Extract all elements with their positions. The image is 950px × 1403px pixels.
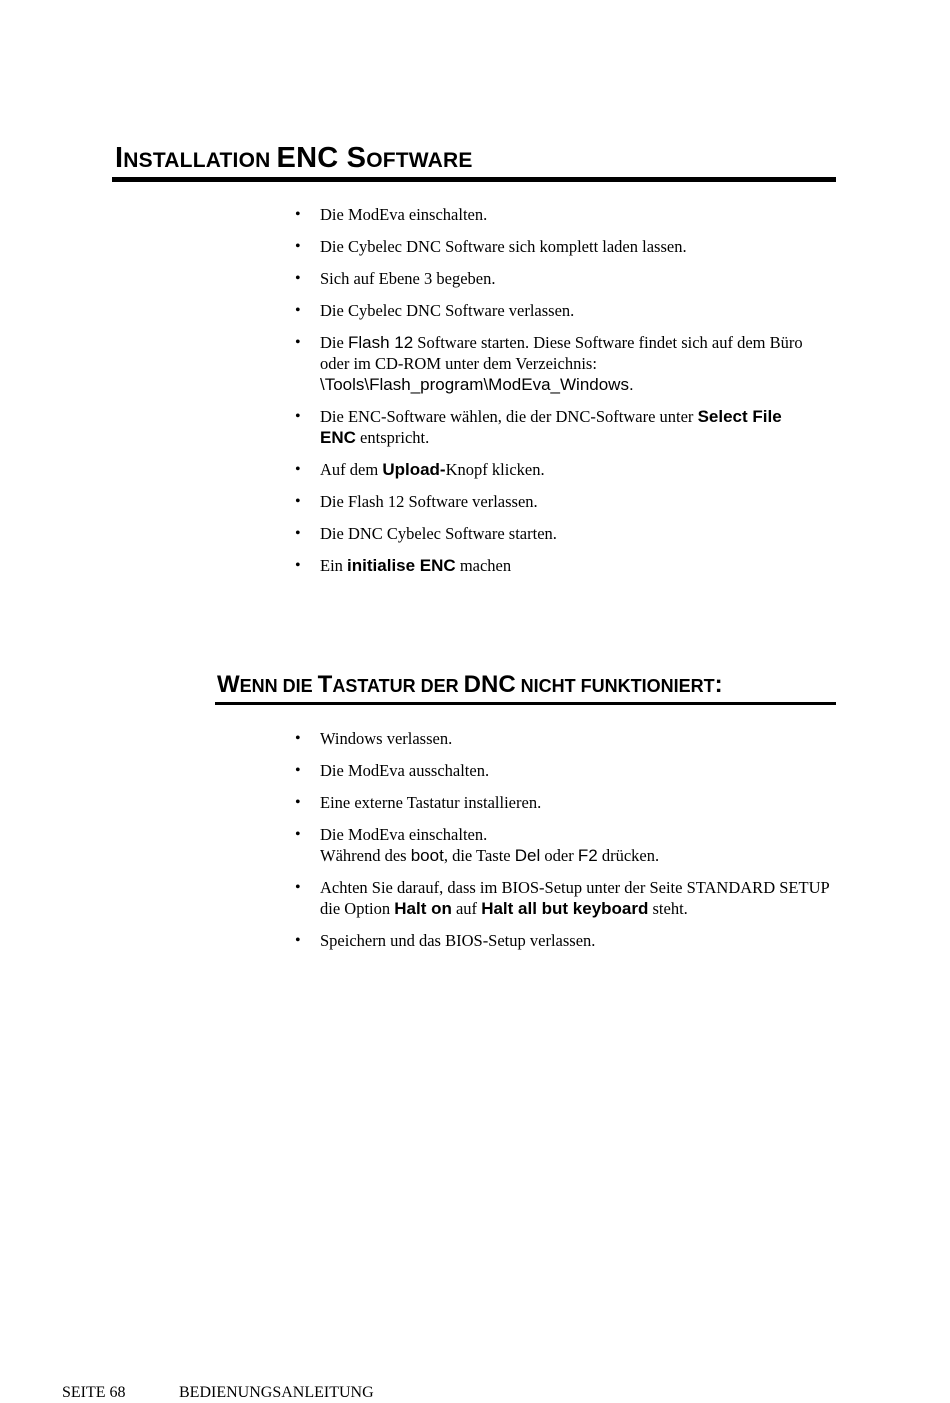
list-item: • Die ModEva einschalten. Während des boot, die Taste Del oder F2 drücken. — [295, 825, 660, 865]
installation-steps-list — [295, 204, 830, 587]
footer-document-title: BEDIENUNGSANLEITUNG — [179, 1384, 374, 1401]
list-item: • Die Cybelec DNC Software sich komplett laden lassen. — [295, 237, 687, 256]
list-item: • Die DNC Cybelec Software starten. — [295, 524, 557, 543]
list-item: • Ein initialise ENC machen — [295, 556, 512, 575]
subtitle-rule — [215, 702, 836, 705]
list-item: • Speichern und das BIOS-Setup verlassen. — [295, 931, 596, 950]
list-item: • Auf dem Upload-Knopf klicken. — [295, 460, 545, 479]
list-item: • Die ENC-Software wählen, die der DNC-Software unter Select File ENC entspricht. — [295, 407, 782, 447]
list-item: • Sich auf Ebene 3 begeben. — [295, 269, 496, 288]
section-title-keyboard: WENN DIE TASTATUR DER DNC NICHT FUNKTIONIERT: — [217, 671, 723, 698]
list-item: • Windows verlassen. — [295, 729, 453, 748]
keyboard-steps-list — [295, 728, 830, 962]
list-item: • Die Flash 12 Software verlassen. — [295, 492, 538, 511]
footer-page-number: SEITE 68 — [62, 1384, 126, 1401]
section-title-installation: INSTALLATION ENC SOFTWARE — [115, 142, 473, 174]
list-item: • Eine externe Tastatur installieren. — [295, 793, 542, 812]
list-item: • Die ModEva ausschalten. — [295, 761, 490, 780]
list-item: • Achten Sie darauf, dass im BIOS-Setup unter der Seite STANDARD SETUP die Option Halt on auf Halt all but keyboard steht. — [295, 878, 830, 918]
list-item: • Die ModEva einschalten. — [295, 205, 488, 224]
list-item: • Die Cybelec DNC Software verlassen. — [295, 301, 575, 320]
list-item: • Die Flash 12 Software starten. Diese Software findet sich auf dem Büro oder im CD-ROM unter dem Verzeichnis: \Tools\Flash_program\ModEva_Windows. — [295, 333, 803, 394]
title-rule — [112, 177, 836, 182]
